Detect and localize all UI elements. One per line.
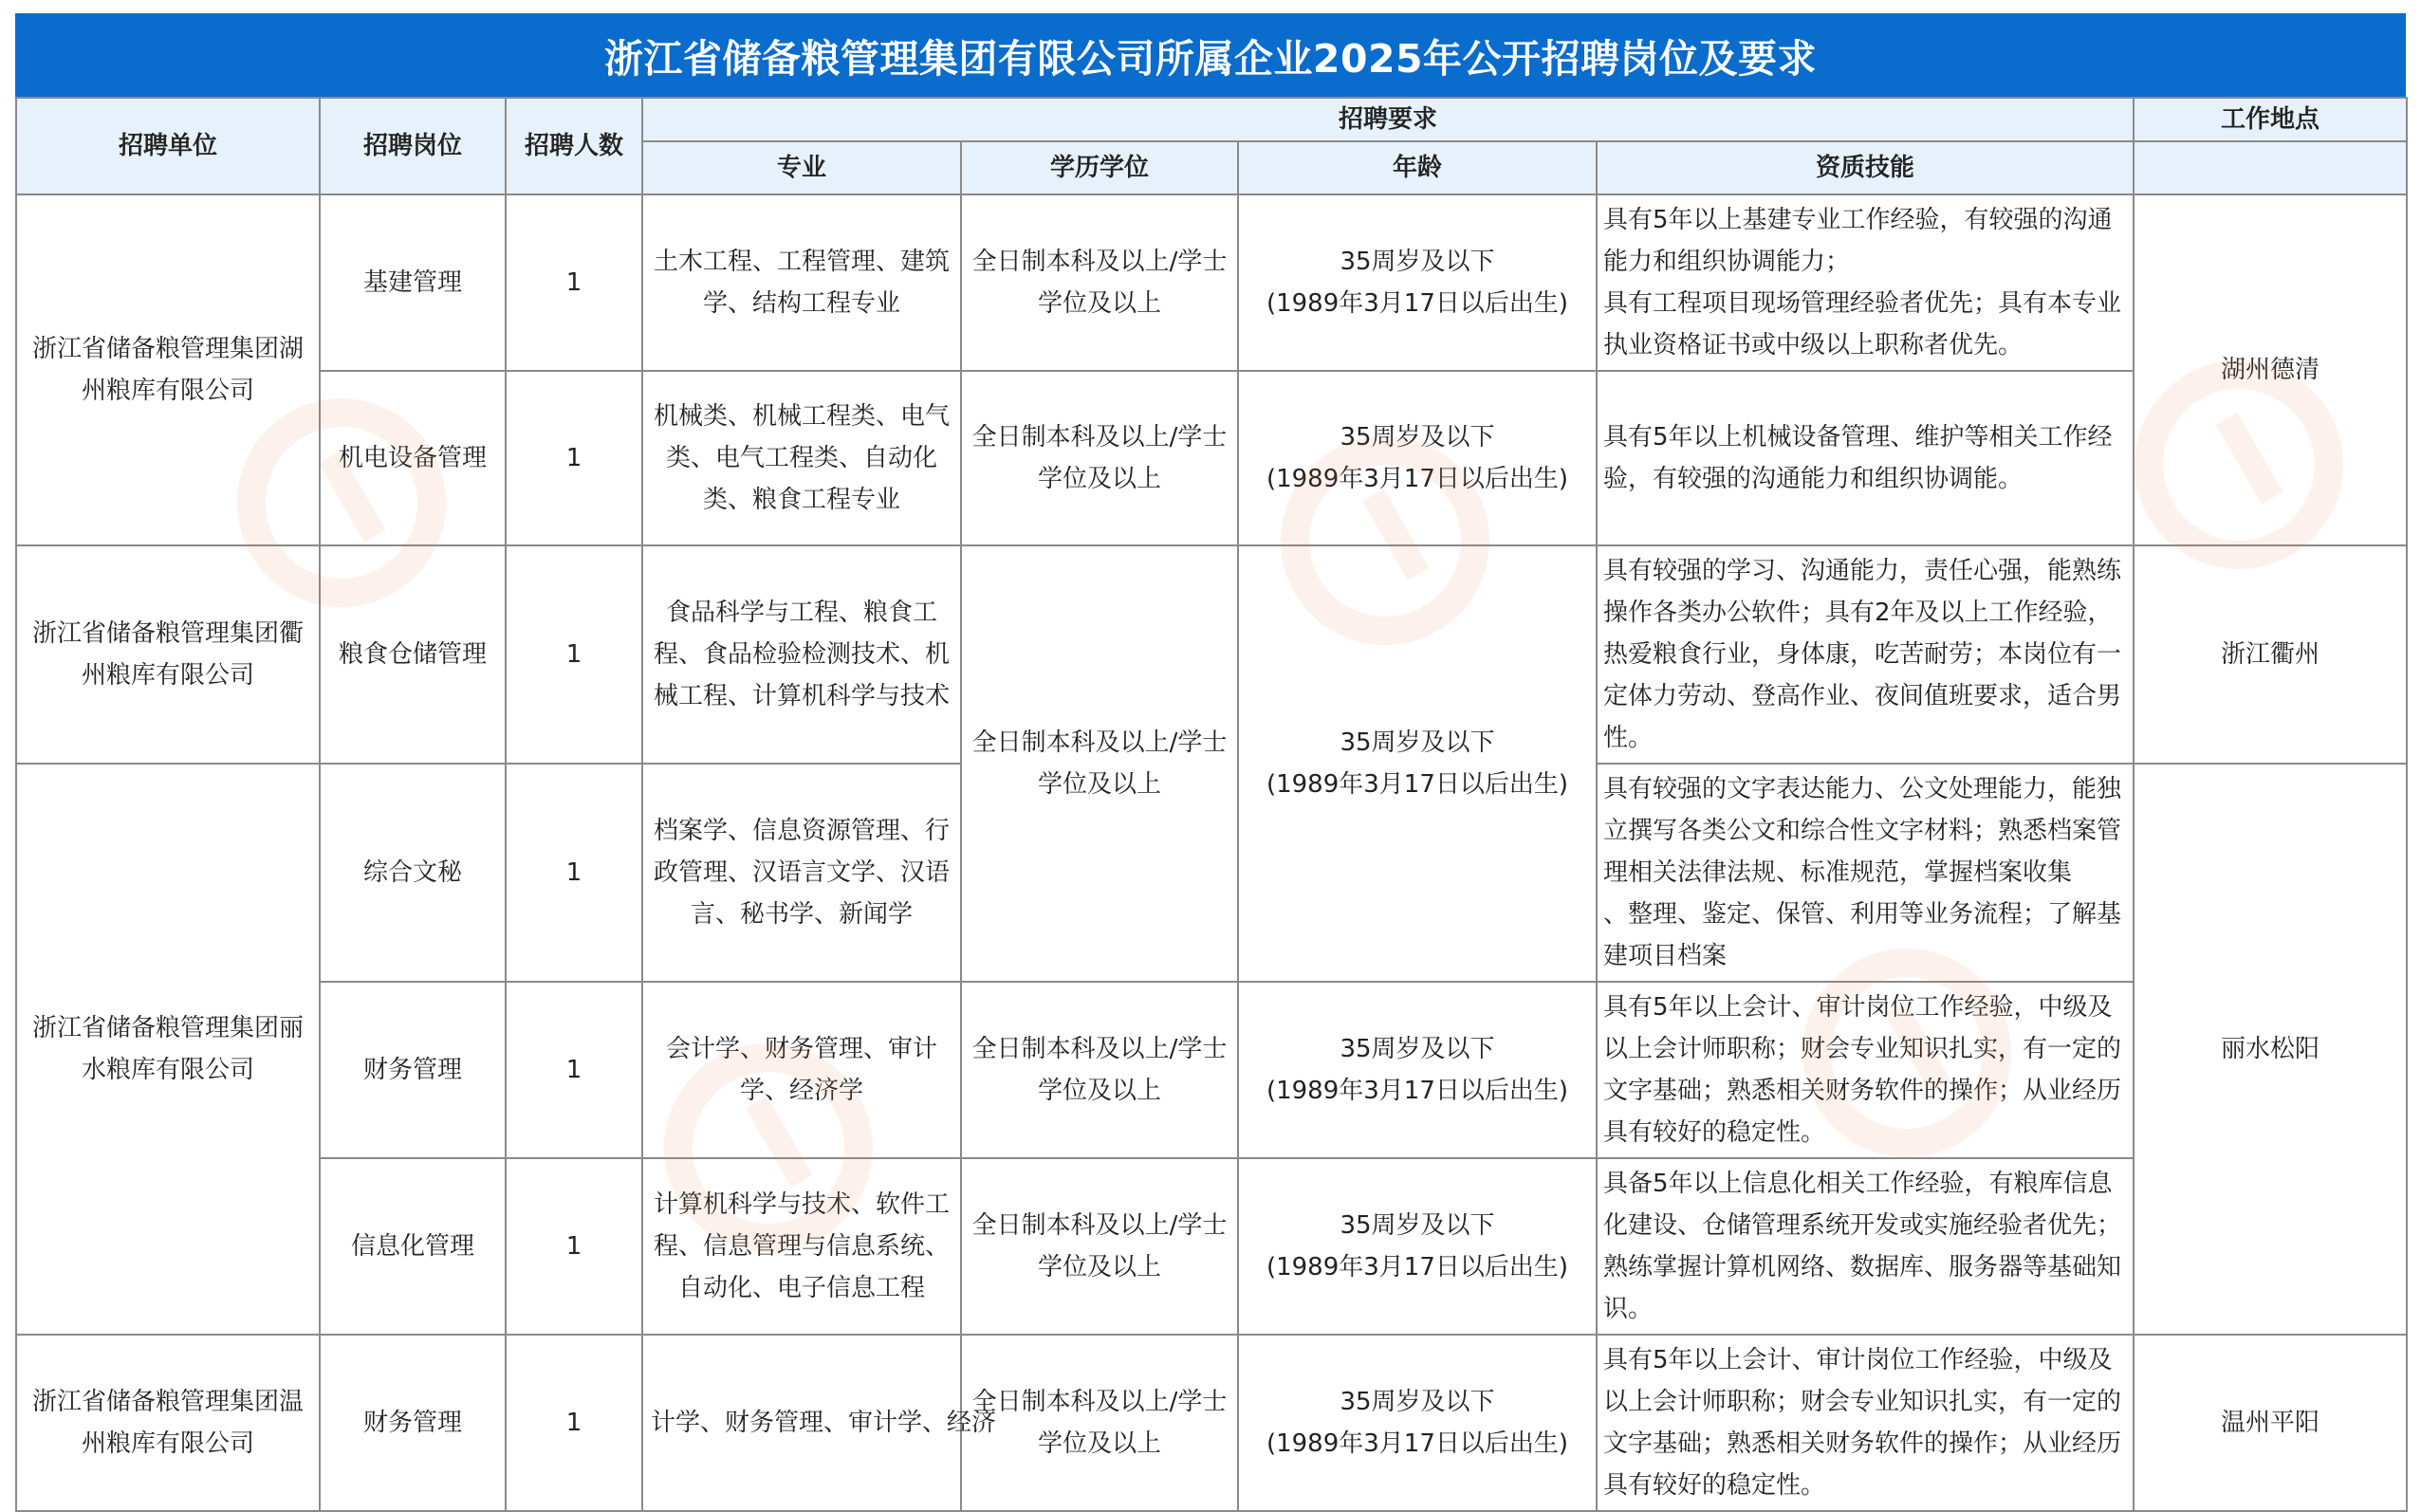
- birth-date-limit: (1989年3月17日以后出生): [1266, 770, 1569, 799]
- education-cell: 全日制本科及以上/学士学位及以上: [961, 545, 1238, 982]
- skills-cell: 具有5年以上机械设备管理、维护等相关工作经验，有较强的沟通能力和组织协调能。: [1597, 371, 2134, 545]
- birth-date-limit: (1989年3月17日以后出生): [1266, 465, 1569, 493]
- age-cell: [1238, 1158, 1597, 1335]
- position-cell: 粮食仓储管理: [320, 545, 506, 764]
- age-cell: [1238, 1335, 1597, 1511]
- count-cell: 1: [506, 764, 642, 982]
- location-cell: 湖州德清: [2134, 194, 2407, 545]
- skills-cell: 具有5年以上会计、审计岗位工作经验，中级及以上会计师职称；财会专业知识扎实，有一定的文字基础；熟悉相关财务软件的操作；从业经历具有较好的稳定性。: [1597, 1335, 2134, 1511]
- major-cell: 计算机科学与技术、软件工程、信息管理与信息系统、自动化、电子信息工程: [642, 1158, 961, 1335]
- header-count: 招聘人数: [506, 98, 642, 194]
- header-skills: 资质技能: [1597, 141, 2134, 194]
- position-cell: 机电设备管理: [320, 371, 506, 545]
- count-cell: 1: [506, 194, 642, 371]
- birth-date-limit: (1989年3月17日以后出生): [1266, 1429, 1569, 1458]
- age-limit: 35周岁及以下: [1340, 248, 1495, 276]
- age-cell: [1238, 371, 1597, 545]
- header-age: 年龄: [1238, 141, 1597, 194]
- education-cell: 全日制本科及以上/学士学位及以上: [961, 1335, 1238, 1511]
- header-unit: 招聘单位: [16, 98, 320, 194]
- birth-date-limit: (1989年3月17日以后出生): [1266, 1253, 1569, 1282]
- position-cell: 财务管理: [320, 982, 506, 1158]
- table-row: [16, 1335, 2407, 1511]
- table-row: [16, 194, 2407, 371]
- page-title: 浙江省储备粮管理集团有限公司所属企业2025年公开招聘岗位及要求: [15, 13, 2406, 97]
- age-limit: 35周岁及以下: [1340, 1035, 1495, 1063]
- unit-cell: 浙江省储备粮管理集团衢州粮库有限公司: [16, 545, 320, 764]
- major-cell: 会计学、财务管理、审计学、经济学: [642, 982, 961, 1158]
- unit-cell: 浙江省储备粮管理集团湖州粮库有限公司: [16, 194, 320, 545]
- age-limit: 35周岁及以下: [1340, 1211, 1495, 1240]
- header-requirements: 招聘要求: [642, 98, 2134, 141]
- age-limit: 35周岁及以下: [1340, 423, 1495, 452]
- location-cell: 丽水松阳: [2134, 764, 2407, 1335]
- header-education: 学历学位: [961, 141, 1238, 194]
- table-row: [16, 545, 2407, 764]
- unit-cell: 浙江省储备粮管理集团温州粮库有限公司: [16, 1335, 320, 1511]
- table-row: [16, 1158, 2407, 1335]
- count-cell: 1: [506, 982, 642, 1158]
- skills-cell: 具有5年以上基建专业工作经验，有较强的沟通能力和组织协调能力； 具有工程项目现场管理经验者优先；具有本专业执业资格证书或中级以上职称者优先。: [1597, 194, 2134, 371]
- table-row: [16, 371, 2407, 545]
- major-cell: 食品科学与工程、粮食工程、食品检验检测技术、机械工程、计算机科学与技术: [642, 545, 961, 764]
- education-cell: 全日制本科及以上/学士学位及以上: [961, 982, 1238, 1158]
- count-cell: 1: [506, 1158, 642, 1335]
- position-cell: 财务管理: [320, 1335, 506, 1511]
- count-cell: 1: [506, 1335, 642, 1511]
- birth-date-limit: (1989年3月17日以后出生): [1266, 1077, 1569, 1105]
- header-position: 招聘岗位: [320, 98, 506, 194]
- skills-cell: 具有较强的文字表达能力、公文处理能力，能独立撰写各类公文和综合性文字材料；熟悉档案管理相关法律法规、标准规范，掌握档案收集 、整理、鉴定、保管、利用等业务流程；了解基建项目档案: [1597, 764, 2134, 982]
- skills-cell: 具有较强的学习、沟通能力，责任心强，能熟练操作各类办公软件；具有2年及以上工作经验，热爱粮食行业，身体康，吃苦耐劳；本岗位有一定体力劳动、登高作业、夜间值班要求，适合男性。: [1597, 545, 2134, 764]
- table-row: [16, 982, 2407, 1158]
- count-cell: 1: [506, 545, 642, 764]
- education-cell: 全日制本科及以上/学士学位及以上: [961, 371, 1238, 545]
- age-limit: 35周岁及以下: [1340, 728, 1495, 757]
- education-cell: 全日制本科及以上/学士学位及以上: [961, 1158, 1238, 1335]
- header-location-blank: [2134, 141, 2407, 194]
- recruitment-table: [15, 97, 2408, 1512]
- position-cell: 信息化管理: [320, 1158, 506, 1335]
- major-cell: 土木工程、工程管理、建筑学、结构工程专业: [642, 194, 961, 371]
- unit-cell: 浙江省储备粮管理集团丽水粮库有限公司: [16, 764, 320, 1335]
- age-cell: [1238, 982, 1597, 1158]
- skills-cell: 具有5年以上会计、审计岗位工作经验，中级及以上会计师职称；财会专业知识扎实，有一定的文字基础；熟悉相关财务软件的操作；从业经历具有较好的稳定性。: [1597, 982, 2134, 1158]
- education-cell: 全日制本科及以上/学士学位及以上: [961, 194, 1238, 371]
- position-cell: 综合文秘: [320, 764, 506, 982]
- age-cell: [1238, 545, 1597, 982]
- age-limit: 35周岁及以下: [1340, 1388, 1495, 1416]
- count-cell: 1: [506, 371, 642, 545]
- major-cell: 计学、财务管理、审计学、经济: [642, 1335, 961, 1511]
- major-cell: 机械类、机械工程类、电气类、电气工程类、自动化类、粮食工程专业: [642, 371, 961, 545]
- position-cell: 基建管理: [320, 194, 506, 371]
- location-cell: 浙江衢州: [2134, 545, 2407, 764]
- major-cell: 档案学、信息资源管理、行政管理、汉语言文学、汉语言、秘书学、新闻学: [642, 764, 961, 982]
- header-location: 工作地点: [2134, 98, 2407, 141]
- header-major: 专业: [642, 141, 961, 194]
- skills-cell: 具备5年以上信息化相关工作经验，有粮库信息化建设、仓储管理系统开发或实施经验者优先；熟练掌握计算机网络、数据库、服务器等基础知识。: [1597, 1158, 2134, 1335]
- location-cell: 温州平阳: [2134, 1335, 2407, 1511]
- age-cell: [1238, 194, 1597, 371]
- birth-date-limit: (1989年3月17日以后出生): [1266, 289, 1569, 318]
